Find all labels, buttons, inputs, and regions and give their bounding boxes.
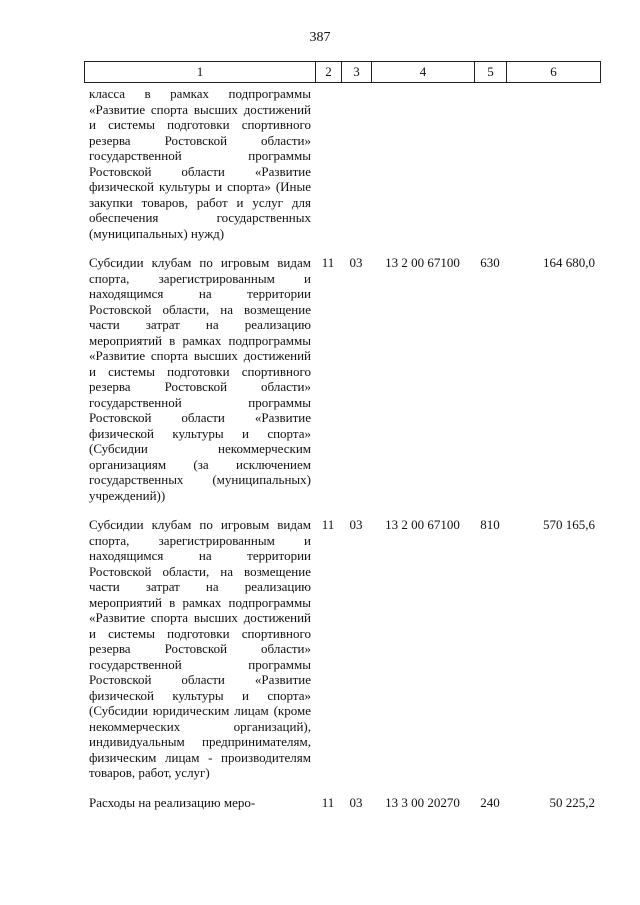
header-col-6: 6: [550, 64, 557, 79]
header-col-3: 3: [342, 62, 372, 82]
header-col-1: 1: [85, 62, 316, 82]
row-csr: 13 2 00 67100: [385, 255, 460, 270]
table-row: [84, 86, 599, 241]
table-row: [84, 255, 599, 503]
header-col-2: 2: [316, 62, 342, 82]
row-sum: [506, 86, 599, 241]
row-sum: 570 165,6: [543, 517, 595, 532]
header-col-4: 4: [372, 62, 475, 82]
row-csr: 13 3 00 20270: [385, 794, 460, 810]
row-rz: [315, 86, 341, 241]
row-csr: 13 2 00 67100: [385, 517, 460, 532]
table-body: [84, 86, 599, 810]
row-rz: 11: [321, 255, 335, 270]
table-row: [84, 517, 599, 781]
row-description: Расходы на реализацию меро-: [89, 794, 256, 810]
row-vr: 810: [480, 517, 500, 532]
row-vr: 630: [480, 255, 500, 270]
row-pr: 03: [349, 255, 363, 270]
page-number: 387: [309, 30, 331, 45]
row-rz: 11: [321, 517, 335, 532]
row-description: Субсидии клубам по игровым видам спорта, зарегистрированным и находящимся на территории Ростовской области, на возмещение части затрат на реализацию мероприятий в рамках подпрограммы «Развитие спорта высших достижений и системы подготовки спортивного резерва Ростовской области» государственной программы Ростовской области «Развитие физической культуры и спорта» (Субсидии некоммерческим организациям (за исключением государственных (муниципальных) учреждений)): [89, 255, 311, 503]
row-sum: 50 225,2: [549, 794, 595, 810]
row-sum: 164 680,0: [543, 255, 595, 270]
row-vr: 240: [480, 794, 500, 810]
header-col-5: 5: [475, 62, 507, 82]
row-pr: [341, 86, 371, 241]
row-description: класса в рамках подпрограммы «Развитие спорта высших достижений и системы подготовки спортивного резерва Ростовской области» государственной программы Ростовской области «Развитие физической культуры и спорта» (Иные закупки товаров, работ и услуг для обеспечения государственных (муниципальных) нужд): [89, 86, 311, 241]
row-description: Субсидии клубам по игровым видам спорта, зарегистрированным и находящимся на территории Ростовской области, на возмещение части затрат на реализацию мероприятий в рамках подпрограммы «Развитие спорта высших достижений и системы подготовки спортивного резерва Ростовской области» государственной программы Ростовской области «Развитие физической культуры и спорта» (Субсидии юридическим лицам (кроме некоммерческих организаций), индивидуальным предпринимателям, физическим лицам - производителям товаров, работ, услуг): [89, 517, 311, 780]
table-row: [84, 795, 599, 811]
row-pr: 03: [349, 517, 363, 532]
row-pr: 03: [349, 794, 363, 810]
row-csr: [371, 86, 474, 241]
table-header: [84, 61, 601, 83]
row-vr: [474, 86, 506, 241]
row-rz: 11: [321, 794, 335, 810]
